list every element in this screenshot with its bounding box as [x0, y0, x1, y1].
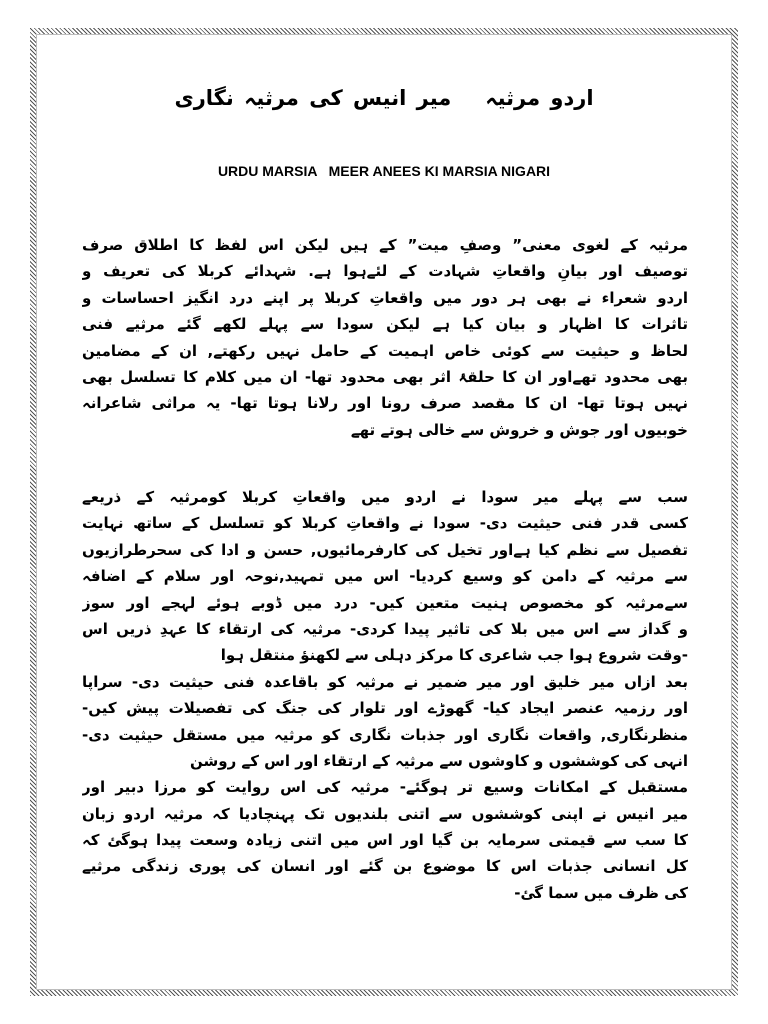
text-line: اردو شعراء نے بھی ہر دور میں واقعاتِ کربلا پر اپنے درد انگیز احساسات و	[82, 288, 688, 307]
text-line: کا سب سے قیمتی سرمایہ بن گیا اور اس میں اتنی زیادہ وسعت پیدا ہوگئ کہ	[82, 831, 688, 850]
text-line: سےمرثیہ کو مخصوص ہنیت متعین کیں- درد میں ڈوبے ہوئے لہجے اور سوز	[82, 593, 688, 612]
text-line: کسی قدر فنی حیثیت دی- سودا نے واقعاتِ کربلا کو تسلسل کے ساتھ نہایت	[82, 514, 688, 533]
text-line: و گداز سے اس میں بلا کی تاثیر پیدا کردی- مرثیہ کی ارتقاء کا عہدِ ذریں اس	[82, 619, 688, 638]
text-line: مستقبل کے امکانات وسیع تر ہوگئے- مرثیہ کی اس روایت کو مرزا دبیر اور	[82, 778, 688, 797]
text-line: تفصیل سے نظم کیا ہےاور تخیل کی کارفرمائیوں, حسن و ادا کی سحرطرازیوں	[82, 540, 688, 559]
text-line: میر انیس نے اپنی کوششوں سے اتنی بلندیوں تک پہنچادیا کہ مرثیہ اردو زبان	[82, 804, 688, 823]
urdu-title	[0, 86, 768, 110]
urdu-title-left: اردو مرثیہ	[485, 86, 594, 110]
text-line: سب سے پہلے میر سودا نے اردو میں واقعاتِ کربلا کومرثیہ کے ذریعے	[82, 488, 688, 506]
text-line: کی ظرف میں سما گئ-	[514, 883, 688, 902]
text-line: اور رزمیہ عنصر ایجاد کیا- گھوڑے اور تلوار کی جنگ کی تفصیلات پیش کیں-	[82, 699, 688, 718]
text-line: -وقت شروع ہوا جب شاعری کا مرکز دہلی سے لکھنؤ منتقل ہوا	[220, 646, 688, 665]
paragraph-1	[82, 232, 688, 443]
english-title: URDU MARSIA MEER ANEES KI MARSIA NIGARI	[217, 163, 551, 179]
urdu-title-right: میر انیس کی مرثیہ نگاری	[174, 86, 452, 110]
text-line: کل انسانی جذبات اس کا موضوع بن گئے اور انسان کی پوری زندگی مرثیے	[82, 857, 688, 876]
text-line: بعد ازاں میر خلیق اور میر ضمیر نے مرثیہ کو باقاعدہ فنی حیثیت دی- سراپا	[82, 672, 688, 691]
text-line: سے مرثیہ کے دامن کو وسیع کردیا- اس میں تمہید,نوحہ اور سلام کے اضافہ	[82, 567, 688, 586]
text-line: تاثرات کا اظہار و بیان کیا ہے لیکن سودا سے پہلے لکھے گئے مرثیے فنی	[82, 315, 688, 334]
text-line: منظرنگاری, واقعات نگاری اور جذبات نگاری کو مرثیہ میں مستقل حیثیت دی-	[82, 725, 688, 744]
text-line: نہیں ہوتا تھا- ان کا مقصد صرف رونا اور رلانا ہوتا تھا- یہ مراثی شاعرانہ	[82, 394, 688, 413]
text-line: توصیف اور بیانِ واقعاتِ شہادت کے لئےہوا ہے. شہدائے کربلا کی تعریف و	[82, 262, 688, 281]
text-line: مرثیہ کے لغوی معنی” وصفِ میت” کے ہیں لیکن اس لفظ کا اطلاق صرف	[82, 236, 688, 254]
text-line: خوبیوں اور جوش و خروش سے خالی ہوتے تھے	[350, 420, 688, 439]
paragraph-2	[82, 484, 688, 906]
text-line: انہی کی کوششوں و کاوشوں سے مرثیہ کے ارتقاء اور اس کے روشن	[190, 751, 688, 770]
text-line: لحاظ و حیثیت سے کوئی خاص اہمیت کے حامل نہیں رکھتے, ان کے مضامین	[82, 341, 688, 360]
text-line: بھی محدود تھےاور ان کا حلقۂ اثر بھی محدود تھا- ان میں کلام کا تسلسل بھی	[82, 367, 688, 386]
